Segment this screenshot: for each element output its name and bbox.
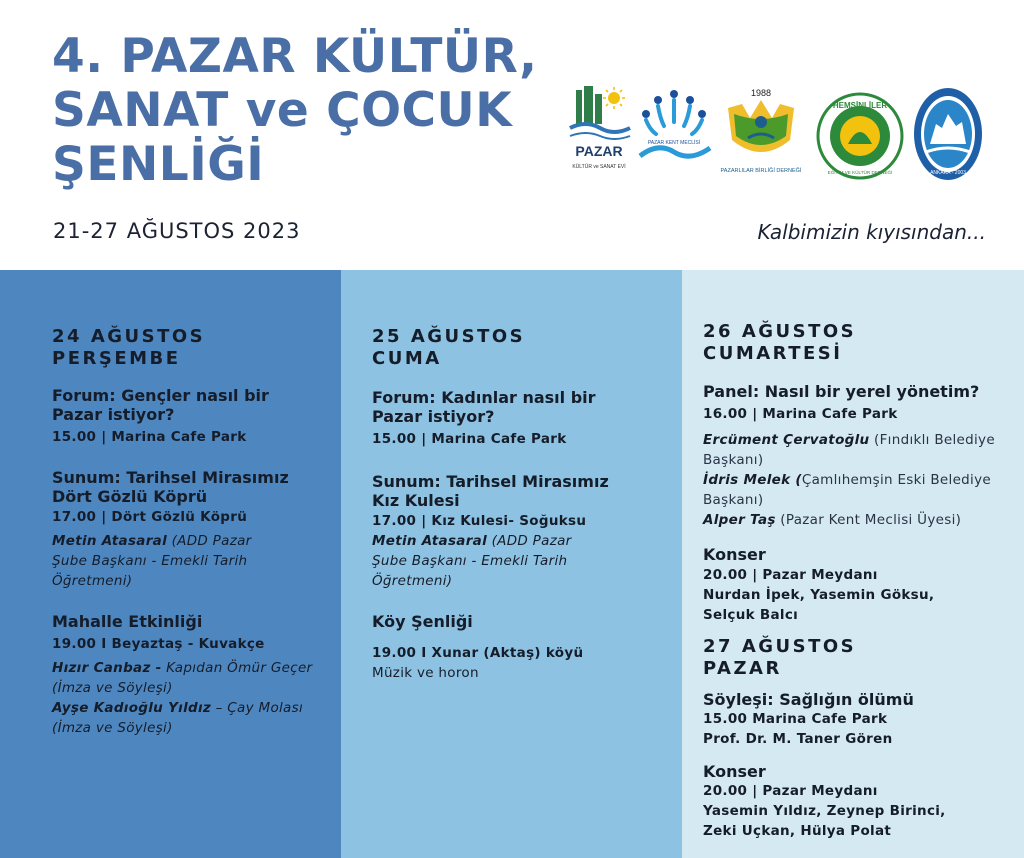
logo-text: 1988 — [750, 88, 772, 98]
panelist — [703, 430, 1018, 450]
panelist — [703, 470, 1018, 490]
event-title: Forum: Kadınlar nasıl bir — [372, 388, 596, 407]
logo-text: PAZARLILAR BİRLİĞİ DERNEĞİ — [720, 168, 802, 174]
logo-text: PAZAR KENT MECLİSİ — [647, 140, 701, 146]
event-title: Köy Şenliği — [372, 612, 473, 631]
speaker-note: Öğretmeni) — [372, 573, 453, 589]
hemsinliler-logo — [816, 92, 904, 180]
event-mahalle — [52, 612, 342, 738]
event-time: 16.00 | Marina Cafe Park — [703, 406, 898, 422]
guest-note: – Çay Molası — [211, 700, 304, 716]
day-column-26-27 — [682, 270, 1024, 858]
day-column-24 — [0, 270, 341, 858]
panelist-note: Başkanı) — [703, 452, 764, 468]
event-sunum — [52, 468, 342, 591]
event-title: Söyleşi: Sağlığın ölümü — [703, 690, 914, 709]
event-title: Konser — [703, 762, 766, 781]
logo-text: ANKARA - 2003 — [930, 170, 966, 176]
panelist-name: Alper Taş — [703, 512, 776, 528]
event-title: Dört Gözlü Köprü — [52, 487, 208, 506]
day-heading — [372, 326, 525, 370]
event-time: 15.00 | Marina Cafe Park — [52, 429, 247, 445]
panelist-note: Çamlıhemşin Eski Belediye — [801, 472, 992, 488]
event-konser — [703, 545, 1018, 625]
event-konser — [703, 762, 1018, 841]
slogan: Kalbimizin kıyısından... — [757, 220, 986, 244]
speaker-name: Metin Atasaral — [372, 533, 487, 549]
speaker-note: Öğretmeni) — [52, 573, 133, 589]
event-performers: Yasemin Yıldız, Zeynep Birinci, — [703, 803, 946, 819]
logo-text: EĞİTİM VE KÜLTÜR DERNEĞİ — [827, 170, 893, 175]
logo-text: HEMŞİNLİLER — [832, 101, 888, 110]
day-heading — [703, 636, 856, 680]
guest-name: Ayşe Kadıoğlu Yıldız — [52, 700, 212, 716]
event-title: Panel: Nasıl bir yerel yönetim? — [703, 382, 980, 401]
logo-text: KÜLTÜR ve SANAT EVİ — [572, 164, 626, 170]
panelist — [703, 510, 1018, 530]
event-forum — [372, 388, 672, 449]
speaker-note: Şube Başkanı - Emekli Tarih — [372, 553, 568, 569]
event-time: 15.00 Marina Cafe Park — [703, 711, 888, 727]
panelist-name: İdris Melek ( — [703, 472, 802, 488]
panelist-note: Başkanı) — [703, 492, 764, 508]
panelist-note: (Pazar Kent Meclisi Üyesi) — [775, 512, 962, 528]
day-date: 24 AĞUSTOS — [52, 326, 206, 347]
event-koy-senligi — [372, 612, 672, 683]
event-time: 19.00 I Xunar (Aktaş) köyü — [372, 645, 584, 661]
ankara-dernek-logo — [912, 86, 984, 182]
day-weekday: CUMA — [372, 348, 442, 369]
event-soylesi — [703, 690, 1018, 749]
speaker-name: Metin Atasaral — [52, 533, 167, 549]
event-performers: Selçuk Balcı — [703, 607, 799, 623]
title-line: 4. PAZAR KÜLTÜR, — [52, 29, 538, 84]
event-title: Forum: Gençler nasıl bir — [52, 386, 269, 405]
panelist-name: Ercüment Çervatoğlu — [703, 432, 870, 448]
event-title: Pazar istiyor? — [52, 405, 175, 424]
event-speaker: Prof. Dr. M. Taner Gören — [703, 731, 893, 747]
event-time: 20.00 | Pazar Meydanı — [703, 783, 878, 799]
event-title: Sunum: Tarihsel Mirasımız — [372, 472, 609, 491]
event-time: 15.00 | Marina Cafe Park — [372, 431, 567, 447]
header — [0, 0, 1024, 270]
event-title: Mahalle Etkinliği — [52, 612, 203, 631]
event-title: Pazar istiyor? — [372, 407, 495, 426]
festival-title — [52, 30, 572, 192]
event-guest — [52, 698, 342, 718]
event-speaker — [52, 531, 342, 551]
day-weekday: PAZAR — [703, 658, 782, 679]
day-heading — [703, 321, 856, 365]
guest-name: Hızır Canbaz - — [52, 660, 162, 676]
day-heading — [52, 326, 205, 370]
day-date: 26 AĞUSTOS — [703, 321, 857, 342]
event-time: 17.00 | Dört Gözlü Köprü — [52, 509, 248, 525]
event-title: Kız Kulesi — [372, 491, 460, 510]
logo-text: PAZAR — [575, 143, 623, 159]
speaker-note: (ADD Pazar — [171, 533, 252, 549]
pazar-kent-meclisi-logo — [634, 86, 712, 176]
guest-note: (İmza ve Söyleşi) — [52, 720, 173, 736]
day-weekday: PERŞEMBE — [52, 348, 181, 369]
guest-note: Kapıdan Ömür Geçer — [161, 660, 313, 676]
title-line: ŞENLİĞİ — [52, 137, 265, 192]
event-time: 19.00 I Beyaztaş - Kuvakçe — [52, 636, 265, 652]
event-sunum — [372, 472, 672, 591]
event-title: Sunum: Tarihsel Mirasımız — [52, 468, 289, 487]
event-note: Müzik ve horon — [372, 665, 479, 681]
event-time: 17.00 | Kız Kulesi- Soğuksu — [372, 513, 587, 529]
pazarlilar-birligi-dernegi-logo — [720, 84, 802, 180]
event-speaker — [372, 531, 672, 551]
event-title: Konser — [703, 545, 766, 564]
day-date: 25 AĞUSTOS — [372, 326, 526, 347]
speaker-note: Şube Başkanı - Emekli Tarih — [52, 553, 248, 569]
panelist-note: (Fındıklı Belediye — [869, 432, 995, 448]
day-date: 27 AĞUSTOS — [703, 636, 857, 657]
event-performers: Nurdan İpek, Yasemin Göksu, — [703, 587, 935, 603]
event-forum — [52, 386, 342, 447]
festival-date: 21-27 AĞUSTOS 2023 — [53, 219, 301, 243]
day-column-25 — [341, 270, 682, 858]
day-weekday: CUMARTESİ — [703, 343, 843, 364]
event-time: 20.00 | Pazar Meydanı — [703, 567, 878, 583]
guest-note: (İmza ve Söyleşi) — [52, 680, 173, 696]
pazar-kultur-sanat-evi-logo — [566, 84, 632, 178]
sponsor-logos — [566, 84, 986, 184]
title-line: SANAT ve ÇOCUK — [52, 83, 513, 138]
speaker-note: (ADD Pazar — [491, 533, 572, 549]
event-performers: Zeki Uçkan, Hülya Polat — [703, 823, 892, 839]
event-guest — [52, 658, 342, 678]
event-panel — [703, 382, 1018, 530]
